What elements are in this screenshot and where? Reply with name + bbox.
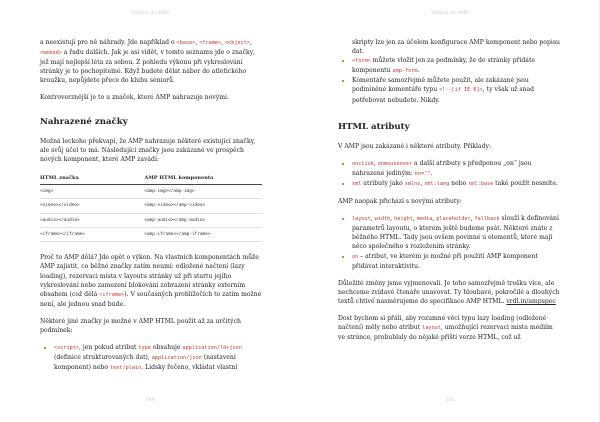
right-paragraph-1: V AMP jsou zakázané i některé atributy. Příklady: [338, 142, 492, 150]
new-attributes-list [338, 214, 560, 271]
left-paragraph-5: Některé jiné značky je možné v AMP HTML použít až za určitých podmínek: [40, 317, 241, 334]
left-paragraph-3: Možná leckoho překvapí, že AMP nahrazuje některé existující značky, ale svůj účel to má. Následující značky jsou zakázané ve prospěch nových komponent, které AMP zavádí: [40, 137, 256, 163]
table-header-html: HTML značka [40, 172, 144, 185]
list-item: • on – atribut, ve kterém je možné při použití AMP komponent přidávat interaktivitu. [352, 252, 560, 271]
list-item: • <script>, jen pokud atribut type obsahuje application/ld+json (definice strukturovaných dat), application/json (nastavení komponent) nebo text/plain. Lidsky řečeno, vkládat vlastní [54, 343, 262, 373]
page-number-right: 105 [445, 398, 455, 403]
forbidden-attributes-list [338, 159, 560, 189]
list-item: • layout, width, height, media, placeholder, fallback slouží k definování parametrů layoutu, o kterém ještě budeme psát. Některé znáte z běžného HTML. Tady jsou ovšem povinné u elementů, které mají něco společného s rozložením stránky. [352, 214, 560, 251]
running-head-left: Vzhůru do AMP [131, 11, 169, 16]
left-paragraph-4: Proč to AMP dělá? Jde opět o výkon. Na vlastních komponentách může AMP zajistit, co běžné značky zatím neumí: odložené načtení (lazy loading), rezervaci místa v layoutu stránky už při startu jejího vykreslování nebo zamezení blokování zobrazení stránky externím obsahem (což dělá <iframe>). V současných prohlížečích to zatím možné není, ale jednou snad bude. [40, 254, 262, 308]
table-header-amp: AMP HTML komponenta [144, 172, 262, 185]
left-paragraph-1: a neexistují pro ně náhrady. Jde například o <base>, <frame>, <object>, <embed> a řadu dalších. Jak je asi vidět, v tomto seznamu jde o značky, jež mají nejlepší léta za sebou. Z pohledu výkonu při vykreslování stránky je to pochopitelné. Když budete dělat nábor do atletického kroužku, nepůjdete přece do klubu seniorů. [40, 39, 255, 85]
table-row: <audio></audio> <amp-audio></amp-audio> [40, 213, 262, 227]
continued-list-items [338, 56, 560, 104]
right-page [300, 0, 600, 422]
replacement-table [40, 172, 262, 243]
running-head-right: Vzhůru do AMP [431, 11, 469, 16]
list-item: • xml atributy jako xmlns, xml:lang nebo xml:base také použít nesmíte. [352, 179, 560, 189]
table-row: <video></video> <amp-video></amp-video> [40, 199, 262, 213]
list-item: • Komentáře samozřejmě můžete použít, ale zakázané jsou podmíněné komentáře typu <!--[if IE 6]>, ty však už snad potřebovat nebudete. Nikdy. [352, 76, 560, 104]
left-paragraph-2: Kontroverznější je to u značek, které AMP nahrazuje novými. [40, 94, 229, 102]
right-paragraph-3: Důležité změny jsme vyjmenovali. Je toho samozřejmě trošku více, ale nechceme zvídavé čtenáře unavovat. Ty hloubavé, pokročilé a dlouhých textů chtivé nasměrujeme do specifikace AMP HTML. vrdl.in/ampspec [338, 279, 560, 305]
page-number-left: 104 [145, 398, 155, 403]
list-item: • <form> můžete vložit jen za podmínky, že do stránky přidáte komponentu amp-form. [352, 56, 560, 76]
right-paragraph-4: Dost bychom si přáli, aby rozumné věci typu lazy loading (odložené načtení) měly nebo atribut layout, umožňující rezervaci místa médiím ve stránce, probublaly do nějaké příští verze HTML, což už [338, 314, 553, 342]
table-row: <img> <amp-img></amp-img> [40, 184, 262, 198]
table-row: <iframe></iframe> <amp-iframe></amp-iframe> [40, 227, 262, 241]
conditional-tags-list [40, 343, 262, 373]
section-heading-replaced-tags: Nahrazené značky [40, 116, 128, 127]
right-paragraph-2: AMP naopak přichází s novými atributy: [338, 198, 462, 206]
section-heading-html-attributes: HTML atributy [338, 121, 410, 132]
list-item: skripty lze jen za účelem konfigurace AMP komponent nebo popisu dat. [352, 39, 560, 56]
list-item: • onclick, onmouseover a další atributy s předponou „on“ jsou nahrazené jediným: on="". [352, 159, 560, 179]
continued-list [338, 38, 560, 56]
spec-link[interactable]: vrdl.in/ampspec [506, 297, 556, 305]
